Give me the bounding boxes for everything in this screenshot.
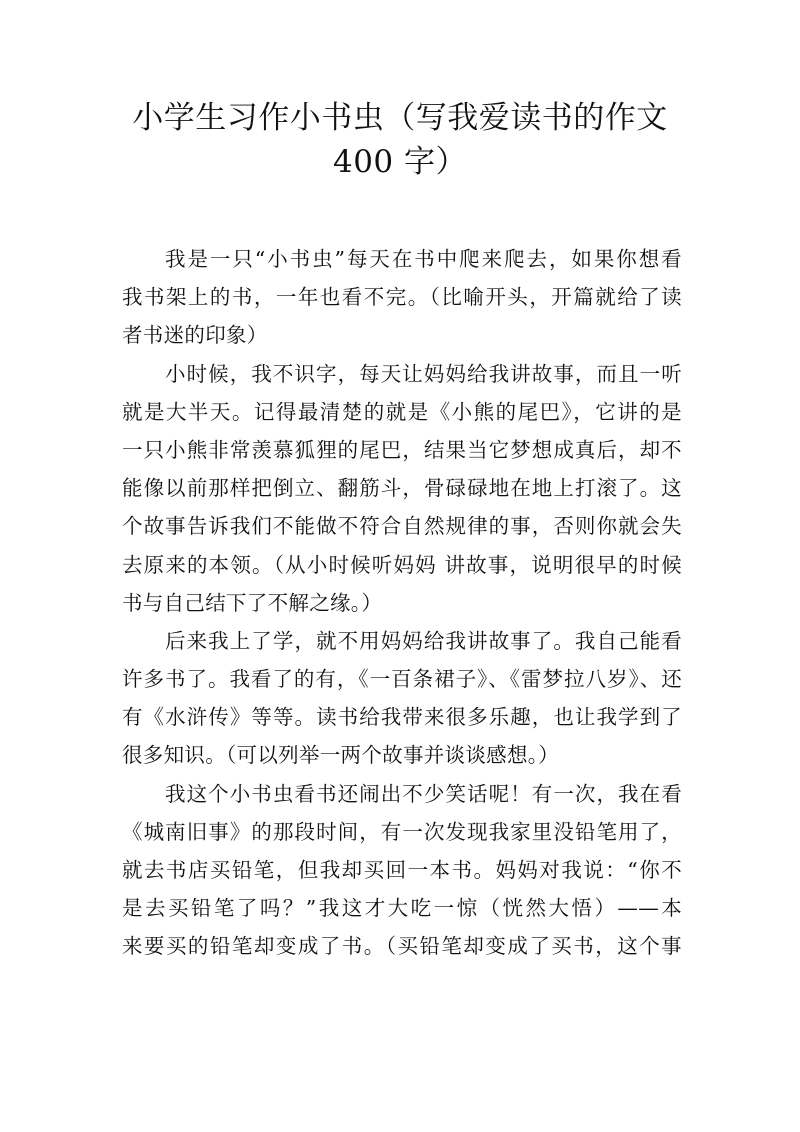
paragraph-2 (122, 355, 682, 622)
paragraph-1 (122, 240, 682, 355)
text-line: 就去书店买铅笔，但我却买回一本书。妈妈对我说：“你不 (122, 858, 682, 882)
text-line: 很多知识。（可以列举一两个故事并谈谈感想。） (122, 743, 560, 768)
text-line: 有《水浒传》等等。读书给我带来很多乐趣，也让我学到了 (122, 705, 682, 730)
text-line: 是去买铅笔了吗？”我这才大吃一惊（恍然大悟）——本 (122, 896, 682, 921)
text-line: 者书迷的印象） (122, 323, 268, 348)
text-line: 我这个小书虫看书还闹出不少笑话呢！有一次，我在看 (165, 781, 682, 806)
text-line: 《城南旧事》的那段时间，有一次发现我家里没铅笔用了， (122, 819, 682, 844)
document-title (110, 96, 690, 184)
text-line: 来要买的铅笔却变成了书。（买铅笔却变成了买书，这个事 (122, 934, 682, 959)
title-line-2: 400 字） (332, 144, 468, 180)
title-line-1: 小学生习作小书虫（写我爱读书的作文 (132, 100, 668, 136)
text-line: 书与自己结下了不解之缘。） (122, 590, 383, 615)
text-line: 一只小熊非常羡慕狐狸的尾巴，结果当它梦想成真后，却不 (122, 437, 682, 462)
text-line: 个故事告诉我们不能做不符合自然规律的事，否则你就会失 (122, 514, 682, 539)
text-line: 许多书了。我看了的有，《一百条裙子》、《雷梦拉八岁》、还 (122, 667, 682, 692)
text-line: 后来我上了学，就不用妈妈给我讲故事了。我自己能看 (165, 628, 682, 653)
text-line: 小时候，我不识字，每天让妈妈给我讲故事，而且一听 (165, 361, 682, 386)
text-line: 我书架上的书，一年也看不完。（比喻开头，开篇就给了读 (122, 285, 682, 310)
text-line: 能像以前那样把倒立、翻筋斗，骨碌碌地在地上打滚了。这 (122, 476, 682, 501)
text-line: 我是一只“小书虫”每天在书中爬来爬去，如果你想看 (165, 247, 682, 271)
paragraph-4 (122, 775, 682, 966)
document-body (122, 240, 682, 966)
paragraph-3 (122, 622, 682, 775)
text-line: 去原来的本领。（从小时候听妈妈 讲故事，说明很早的时候 (122, 552, 682, 577)
text-line: 就是大半天。记得最清楚的就是《小熊的尾巴》，它讲的是 (122, 399, 682, 424)
